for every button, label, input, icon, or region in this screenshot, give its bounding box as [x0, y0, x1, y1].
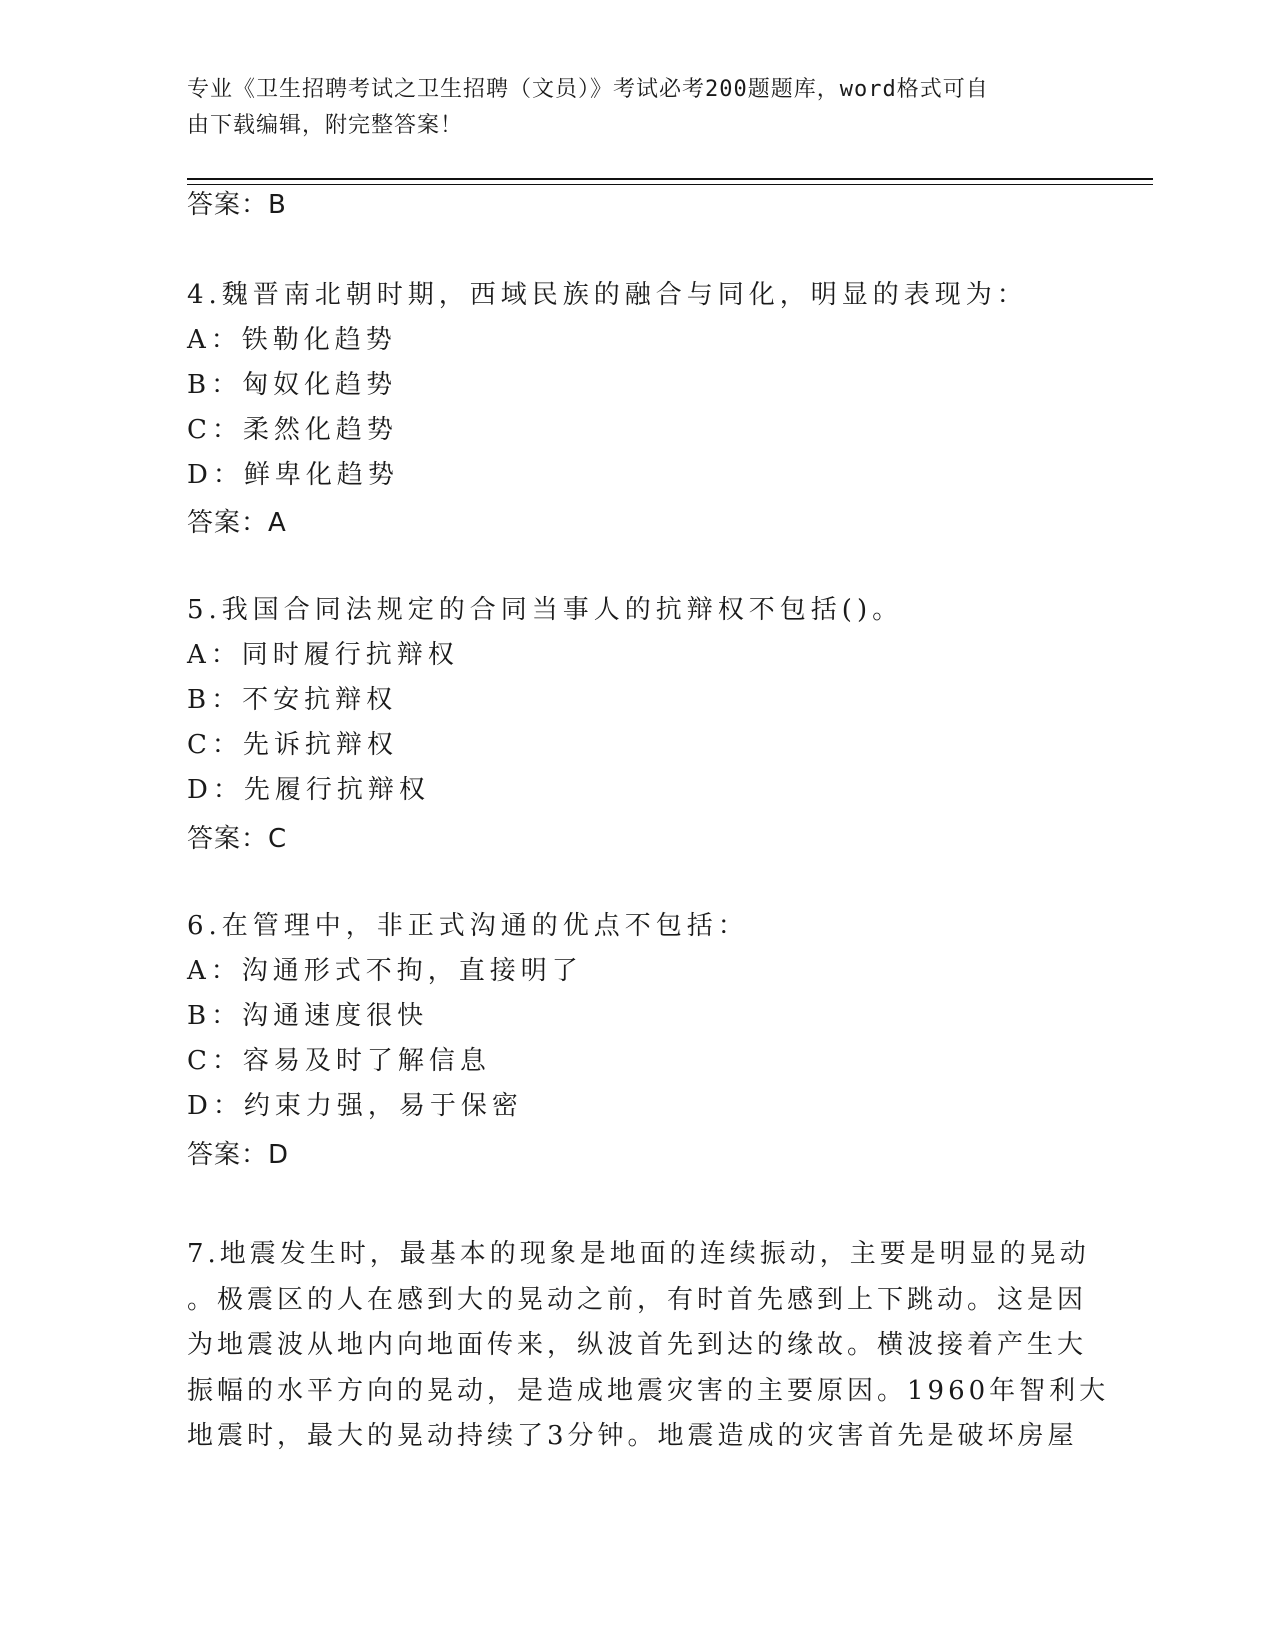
question-6-option-b: B：沟通速度很快	[187, 1001, 429, 1031]
answer-q5: 答案：C	[187, 824, 288, 854]
header-divider-thick	[187, 178, 1153, 180]
header-line-1: 专业《卫生招聘考试之卫生招聘（文员）》考试必考200题题库，word格式可自	[187, 77, 989, 102]
question-5-option-c: C：先诉抗辩权	[187, 730, 398, 760]
answer-q4: 答案：A	[187, 508, 287, 538]
question-5-option-a: A：同时履行抗辩权	[187, 640, 459, 670]
question-4-text: 4.魏晋南北朝时期，西域民族的融合与同化，明显的表现为：	[187, 280, 1028, 310]
header-divider-thin	[187, 184, 1153, 185]
question-6-option-a: A：沟通形式不拘，直接明了	[187, 956, 583, 986]
question-7-line-5: 地震时，最大的晃动持续了3分钟。地震造成的灾害首先是破坏房屋	[187, 1421, 1078, 1451]
question-6-option-c: C：容易及时了解信息	[187, 1046, 491, 1076]
question-4-option-d: D：鲜卑化趋势	[187, 460, 399, 490]
question-7-line-3: 为地震波从地内向地面传来，纵波首先到达的缘故。横波接着产生大	[187, 1330, 1088, 1360]
question-7-line-4: 振幅的水平方向的晃动，是造成地震灾害的主要原因。1960年智利大	[187, 1375, 1110, 1406]
question-5	[187, 588, 1067, 813]
question-7-line-1: 7.地震发生时，最基本的现象是地面的连续振动，主要是明显的晃动	[187, 1239, 1090, 1269]
question-5-option-d: D：先履行抗辩权	[187, 775, 430, 805]
question-4-option-b: B：匈奴化趋势	[187, 370, 398, 400]
question-7	[187, 1232, 1110, 1460]
question-4-option-c: C：柔然化趋势	[187, 415, 398, 445]
question-7-line-2: 。极震区的人在感到大的晃动之前，有时首先感到上下跳动。这是因	[187, 1284, 1088, 1315]
question-5-text: 5.我国合同法规定的合同当事人的抗辩权不包括()。	[187, 595, 904, 625]
question-6-text: 6.在管理中，非正式沟通的优点不包括：	[187, 911, 749, 941]
question-6-option-d: D：约束力强，易于保密	[187, 1091, 523, 1121]
question-4-option-a: A：铁勒化趋势	[187, 325, 397, 355]
question-4	[187, 273, 1067, 498]
header-line-2: 由下载编辑，附完整答案！	[187, 113, 464, 138]
answer-q3: 答案：B	[187, 190, 287, 220]
question-5-option-b: B：不安抗辩权	[187, 685, 398, 715]
answer-q6: 答案：D	[187, 1140, 290, 1170]
question-6	[187, 904, 1067, 1129]
document-header	[187, 72, 1067, 144]
